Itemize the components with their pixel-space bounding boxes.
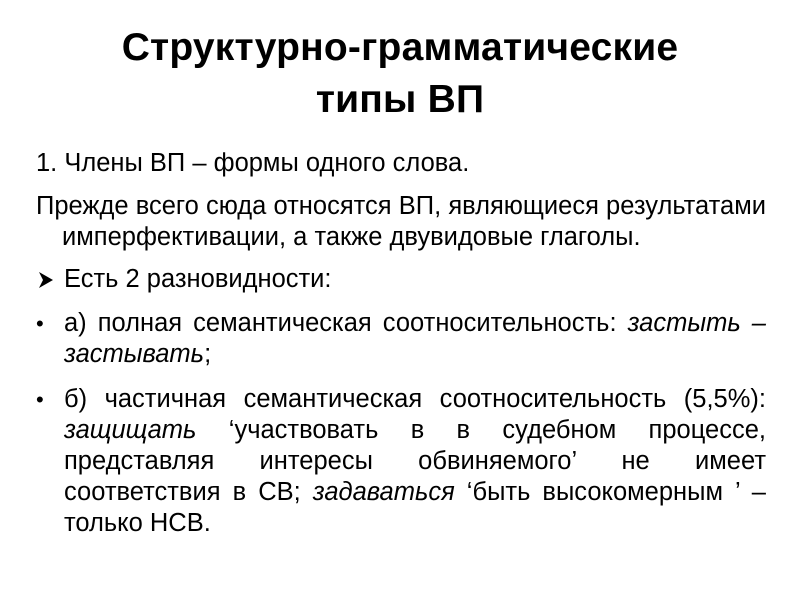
dot-bullet-icon: • — [36, 311, 44, 336]
list-item-varieties — [36, 264, 766, 295]
arrow-bullet-icon — [36, 264, 58, 290]
paragraph-members: 1. Члены ВП – формы одного слова. — [36, 149, 470, 177]
partial-correlation-gloss-1: ‘участвовать в в судебном процессе, представляя интересы обвиняемого’ не имеет соответствия в СВ; — [64, 416, 766, 506]
slide-content — [36, 148, 766, 553]
slide-title — [40, 22, 760, 126]
paragraph-first-of-all: Прежде всего сюда относятся ВП, являющиеся результатами имперфективации, а также двувидовые глаголы. — [36, 192, 766, 251]
partial-correlation-word-1: защищать — [64, 416, 197, 444]
partial-correlation-word-2: задаваться — [312, 478, 455, 506]
list-item-full-correlation — [36, 308, 766, 370]
list-item-partial-correlation — [36, 384, 766, 539]
title-line-1: Структурно-грамматические — [121, 26, 679, 69]
full-correlation-lead: а) полная семантическая соотносительность: — [64, 309, 628, 337]
full-correlation-example: застыть – застывать — [64, 309, 766, 368]
partial-correlation-lead: б) частичная семантическая соотносительность (5,5%): — [64, 385, 766, 413]
list-item-varieties-text: Есть 2 разновидности: — [64, 265, 332, 293]
title-line-2: типы ВП — [315, 78, 485, 121]
full-correlation-tail: ; — [204, 340, 212, 368]
dot-bullet-icon: • — [36, 387, 44, 412]
partial-correlation-gloss-2: ‘быть высокомерным ’ – только НСВ. — [64, 478, 766, 537]
